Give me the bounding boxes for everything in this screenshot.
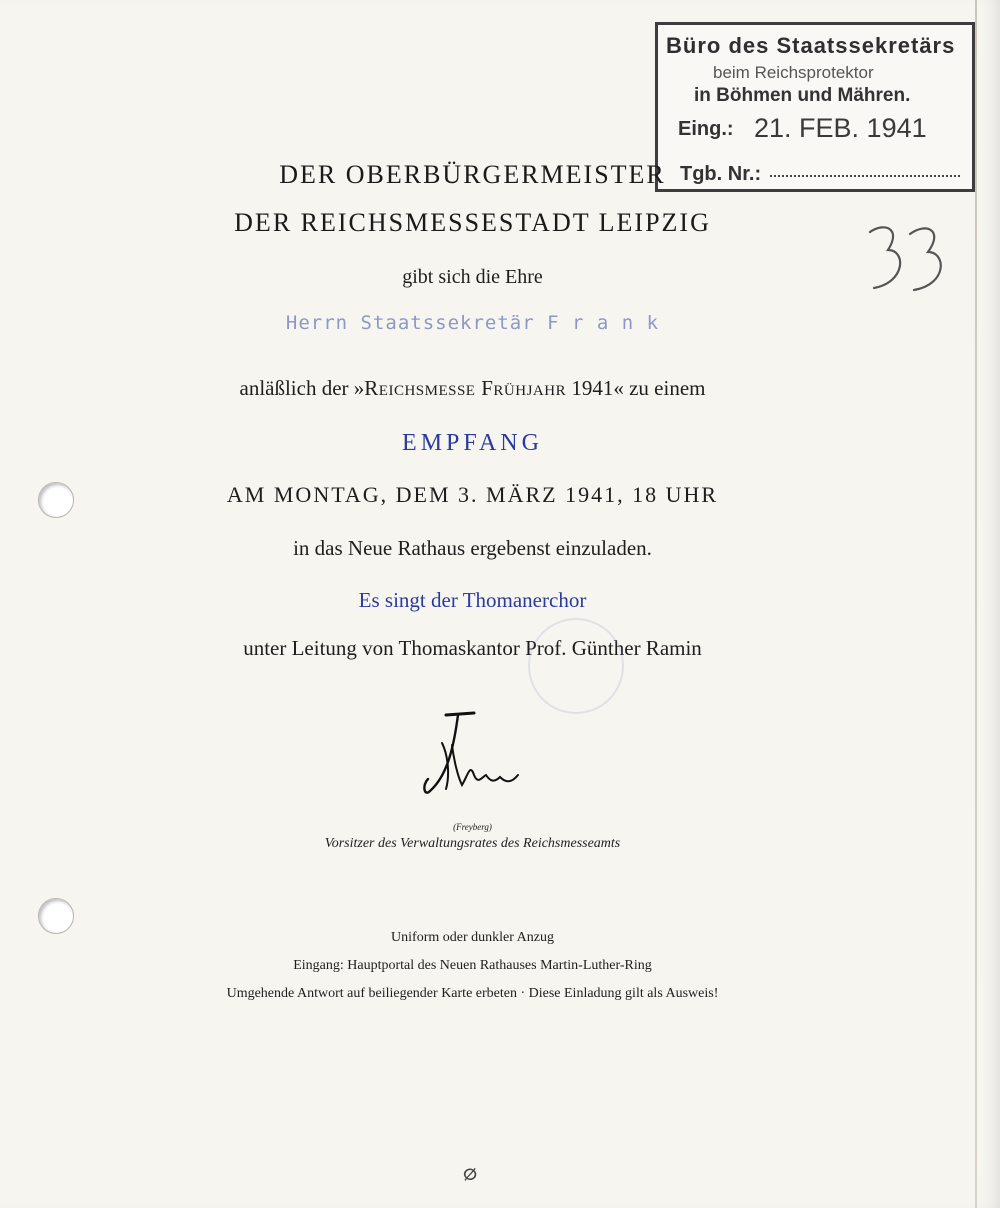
occasion-suffix: zu einem	[623, 376, 706, 400]
event-title: EMPFANG	[402, 430, 543, 456]
page-edge	[975, 0, 977, 1208]
choir-line: Es singt der Thomanerchor	[358, 588, 587, 612]
stamp-journal-label: Tgb. Nr.:	[680, 163, 762, 185]
heading-line-1: DER OBERBÜRGERMEISTER	[279, 160, 666, 189]
stamp-received-date: 21. FEB. 1941	[754, 113, 927, 143]
occasion-prefix: anläßlich der »	[239, 376, 365, 400]
signature-handwritten	[418, 705, 528, 805]
stamp-office-line-2: beim Reichsprotektor	[713, 63, 874, 82]
entrance-info: Eingang: Hauptportal des Neuen Rathauses Martin-Luther-Ring	[293, 958, 652, 973]
faint-seal	[528, 618, 624, 714]
punch-hole-lower	[38, 898, 74, 934]
signatory-name: (Freyberg)	[453, 822, 492, 832]
heading-line-2: DER REICHSMESSESTADT LEIPZIG	[234, 208, 711, 237]
dress-code: Uniform oder dunkler Anzug	[391, 930, 554, 945]
stamp-received-label: Eing.:	[678, 118, 734, 140]
addressee-typed: Herrn Staatssekretär F r a n k	[285, 312, 660, 334]
printer-mark-icon: ⵁ	[463, 1165, 478, 1184]
direction-line: unter Leitung von Thomaskantor Prof. Günther Ramin	[243, 636, 702, 660]
reply-notice: Umgehende Antwort auf beiliegender Karte erbeten · Diese Einladung gilt als Ausweis!	[226, 986, 719, 1001]
signatory-role: Vorsitzer des Verwaltungsrates des Reichsmesseamts	[324, 836, 621, 851]
occasion-event: Reichsmesse Frühjahr	[364, 376, 567, 400]
invitation-text: in das Neue Rathaus ergebenst einzuladen.	[293, 536, 652, 560]
stamp-office-line: Büro des Staatssekretärs	[666, 33, 956, 58]
intro-text: gibt sich die Ehre	[402, 266, 543, 288]
event-datetime: AM MONTAG, DEM 3. MÄRZ 1941, 18 UHR	[226, 482, 719, 507]
stamp-office-line-3: in Böhmen und Mähren.	[694, 85, 911, 106]
occasion-year: 1941«	[566, 376, 624, 400]
occasion-line	[0, 376, 945, 401]
